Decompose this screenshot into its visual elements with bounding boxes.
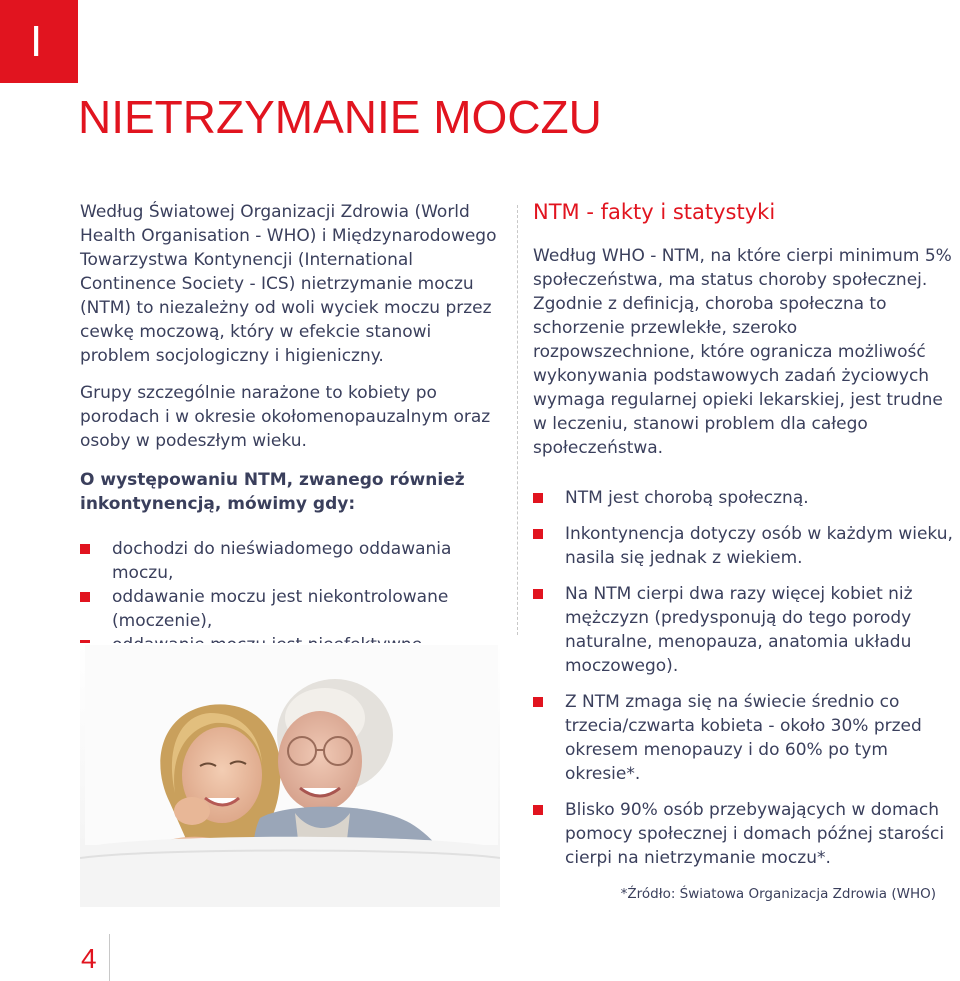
bullet-square-icon [80,544,90,554]
symptoms-list [80,537,502,657]
facts-list [533,486,958,870]
list-item: dochodzi do nieświadomego oddawania moczu, [80,537,502,585]
list-item: NTM jest chorobą społeczną. [533,486,958,510]
symptoms-lead: O występowaniu NTM, zwanego również inkontynencją, mówimy gdy: [80,470,465,514]
chapter-tab: I [0,0,78,83]
list-item: Na NTM cierpi dwa razy więcej kobiet niż mężczyzn (predysponują do tego porody naturalne, menopauza, anatomia układu moczowego). [533,582,958,678]
source-note: *Źródło: Światowa Organizacja Zdrowia (WHO) [620,886,936,902]
list-item: Blisko 90% osób przebywających w domach pomocy społecznej i domach późnej starości cierpi na nietrzymanie moczu*. [533,798,958,870]
women-photo [80,643,500,907]
footer-rule [109,934,110,981]
bullet-square-icon [80,592,90,602]
left-column [80,200,502,657]
bullet-square-icon [533,529,543,539]
definition-paragraph: Zgodnie z definicją, choroba społeczna to schorzenie przewlekłe, szeroko rozpowszechnione, które ogranicza możliwość wykonywania podstawowych zadań życiowych wymaga regularnej opieki lekarskiej, jest trudne w leczeniu, stanowi problem dla całego społeczeństwa. [533,294,943,458]
bullet-square-icon [533,697,543,707]
risk-groups-paragraph: Grupy szczególnie narażone to kobiety po porodach i w okresie okołomenopauzalnym oraz osoby w podeszłym wieku. [80,383,491,451]
intro-paragraph: Według Światowej Organizacji Zdrowia (World Health Organisation - WHO) i Międzynarodowego Towarzystwa Kontynencji (International Continence Society - ICS) nietrzymanie moczu (NTM) to niezależny od woli wyciek moczu przez cewkę moczową, który w efekcie stanowi problem socjologiczny i higieniczny. [80,202,497,366]
list-item: Z NTM zmaga się na świecie średnio co trzecia/czwarta kobieta - około 30% przed okresem menopauzy i do 60% po tym okresie*. [533,690,958,786]
bullet-square-icon [533,493,543,503]
photo-illustration [80,643,500,907]
bullet-square-icon [533,589,543,599]
facts-title: NTM - fakty i statystyki [533,200,776,224]
list-item: oddawanie moczu jest niekontrolowane (moczenie), [80,585,502,633]
list-item: Inkontynencja dotyczy osób w każdym wieku, nasila się jednak z wiekiem. [533,522,958,570]
right-column [533,200,958,882]
page-title: NIETRZYMANIE MOCZU [78,91,602,143]
bullet-square-icon [533,805,543,815]
who-status-paragraph: Według WHO - NTM, na które cierpi minimum 5% społeczeństwa, ma status choroby społecznej. [533,246,952,290]
column-divider [517,205,518,635]
page-number: 4 [81,943,97,974]
